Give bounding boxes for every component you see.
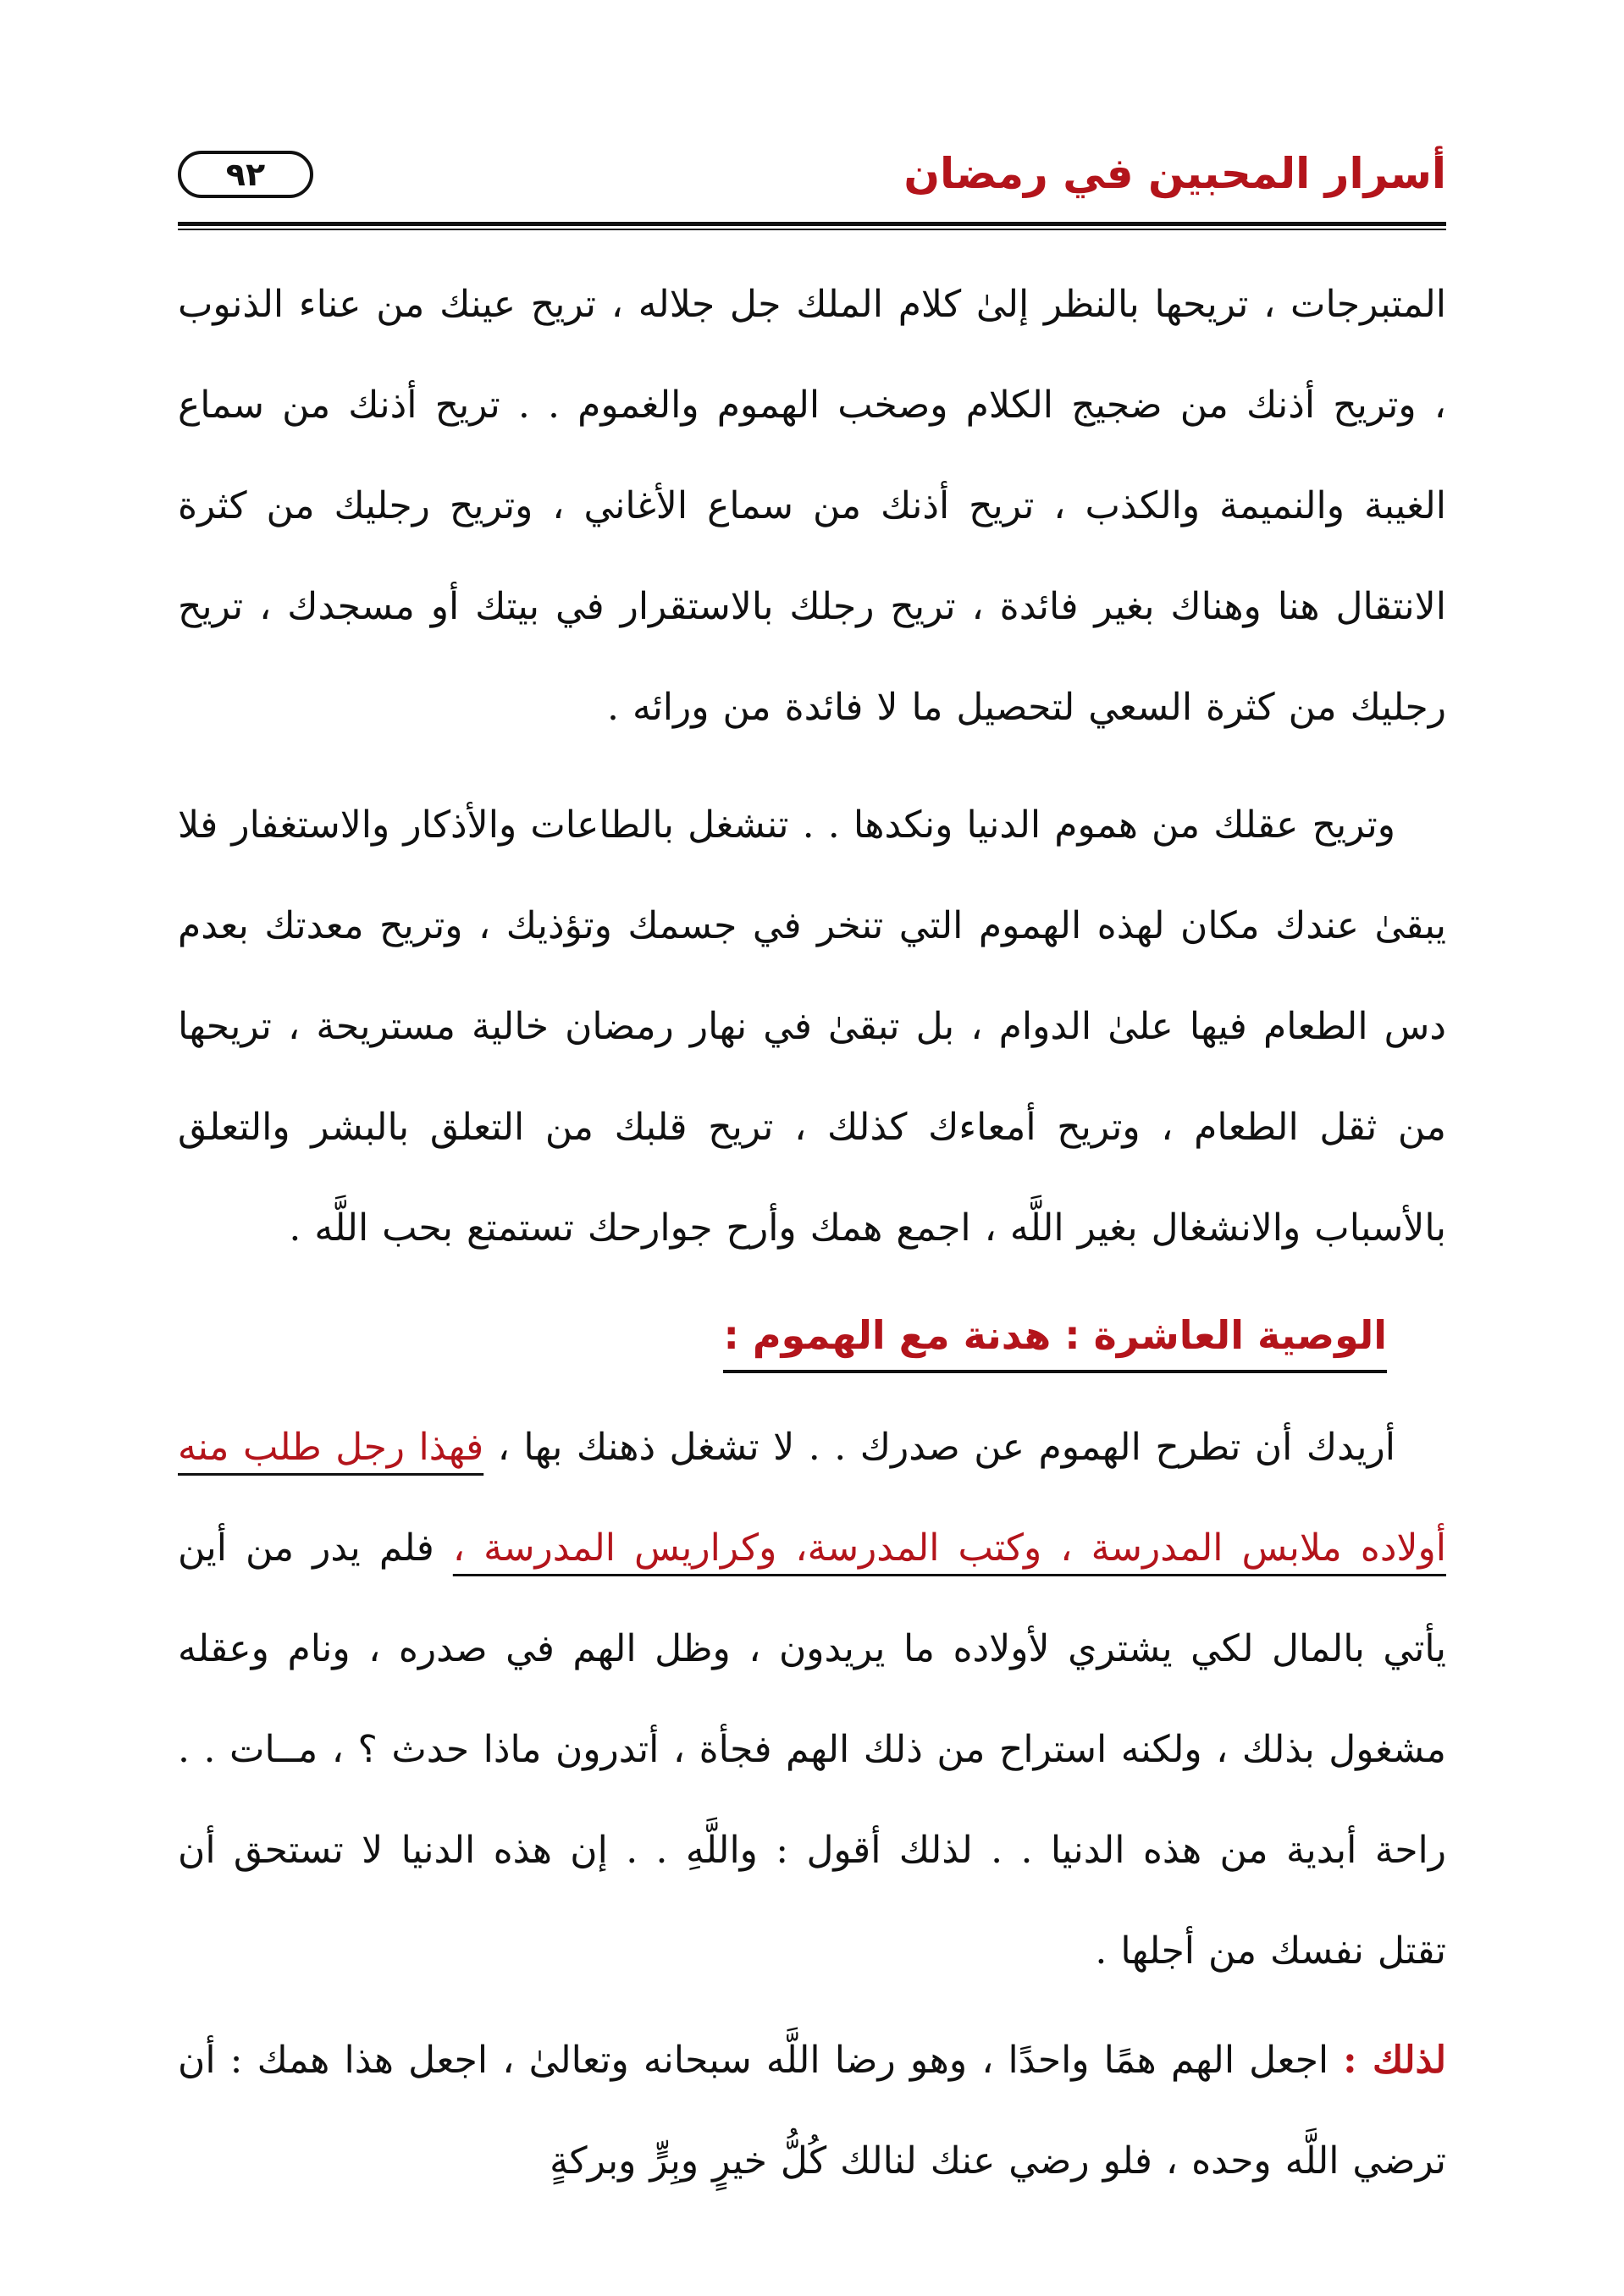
paragraph-3-end: فلم يدر من أين يأتي بالمال لكي يشتري لأولاده ما يريدون ، وظل الهم في صدره ، ونام وعقله مشغول بذلك ، ولكنه استراح من ذلك الهم فجأة ، أتدرون ماذا حدث ؟ ، مــات . . راحة أبدية من هذه الدنيا . . لذلك أقول : واللَّهِ . . إن هذه الدنيا لا تستحق أن تقتل نفسك من أجلها .: [178, 1526, 1446, 1973]
section-heading: الوصية العاشرة : هدنة مع الهموم :: [723, 1305, 1387, 1373]
paragraph-3-start: أريدك أن تطرح الهموم عن صدرك . . لا تشغل ذهنك بها ،: [483, 1426, 1395, 1469]
paragraph-4: [178, 2010, 1446, 2211]
paragraph-4-lead: لذلك :: [1343, 2039, 1446, 2082]
header-divider: [178, 222, 1446, 230]
paragraph-3: [178, 1397, 1446, 2001]
paragraph-2-text: وتريح عقلك من هموم الدنيا ونكدها . . تنشغل بالطاعات والأذكار والاستغفار فلا يبقىٰ عندك مكان لهذه الهموم التي تنخر في جسمك وتؤذيك ، وتريح معدتك بعدم دس الطعام فيها علىٰ الدوام ، بل تبقىٰ في نهار رمضان خالية مستريحة ، تريحها من ثقل الطعام ، وتريح أمعاءك كذلك ، تريح قلبك من التعلق بالبشر والتعلق بالأسباب والانشغال بغير اللَّه ، اجمع همك وأرح جوارحك تستمتع بحب اللَّه .: [178, 803, 1446, 1250]
paragraph-4-text: اجعل الهم همًا واحدًا ، وهو رضا اللَّه سبحانه وتعالىٰ ، اجعل هذا همك : أن ترضي اللَّه وحده ، فلو رضي عنك لنالك كُلُّ خيرٍ وبِرٍّ وبركةٍ: [178, 2039, 1446, 2183]
book-title: أسرار المحبين في رمضان: [903, 149, 1446, 198]
paragraph-2: [178, 775, 1446, 1278]
section-heading-wrap: [178, 1297, 1446, 1390]
page-header: [178, 144, 1446, 220]
page-body: [178, 254, 1446, 2211]
paragraph-1: المتبرجات ، تريحها بالنظر إلىٰ كلام الملك جل جلاله ، تريح عينك من عناء الذنوب ، وتريح أذنك من ضجيج الكلام وصخب الهموم والغموم . . تريح أذنك من سماع الغيبة والنميمة والكذب ، تريح أذنك من سماع الأغاني ، وتريح رجليك من كثرة الانتقال هنا وهناك بغير فائدة ، تريح رجلك بالاستقرار في بيتك أو مسجدك ، تريح رجليك من كثرة السعي لتحصيل ما لا فائدة من ورائه .: [178, 283, 1446, 729]
paragraph-3-highlight: فهذا رجل طلب منه أولاده ملابس المدرسة ، وكتب المدرسة، وكراريس المدرسة ،: [178, 1426, 1446, 1570]
page-number-badge: ٩٢: [178, 151, 313, 198]
